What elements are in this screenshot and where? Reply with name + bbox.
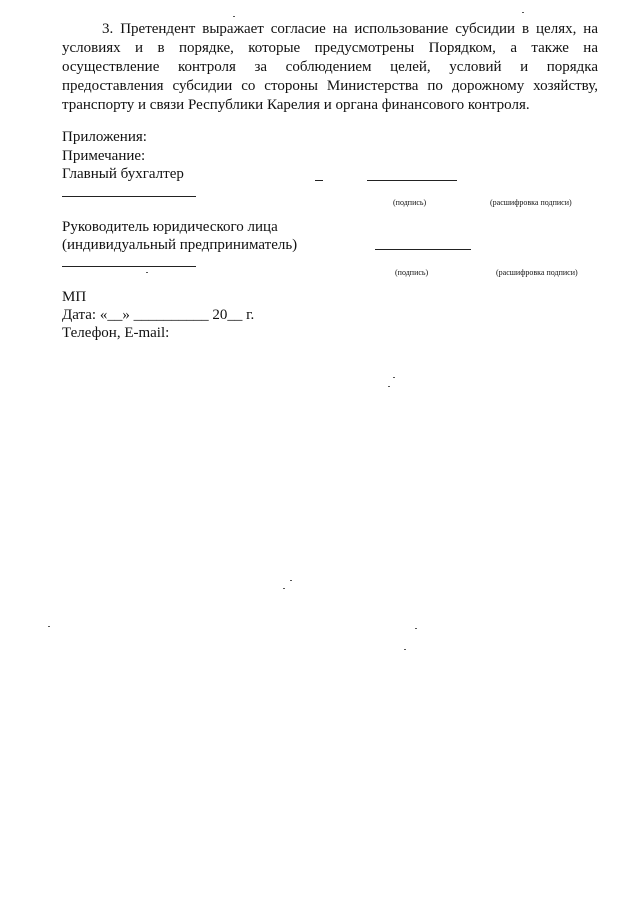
date-line: Дата: «__» __________ 20__ г. bbox=[62, 307, 255, 323]
chief-accountant-signature-caption: (подпись) bbox=[393, 198, 427, 207]
head-label-line1: Руководитель юридического лица bbox=[62, 219, 278, 235]
scan-speck bbox=[233, 16, 235, 17]
scan-speck bbox=[290, 580, 292, 581]
scan-speck bbox=[415, 628, 417, 629]
scan-speck bbox=[48, 626, 50, 627]
scan-speck bbox=[388, 386, 390, 387]
scan-speck bbox=[404, 649, 406, 650]
contacts-label: Телефон, E-mail: bbox=[62, 325, 170, 341]
head-label-line2: (индивидуальный предприниматель) bbox=[62, 237, 298, 253]
scan-speck bbox=[522, 12, 524, 13]
chief-accountant-dash bbox=[315, 180, 323, 181]
consent-paragraph: 3. Претендент выражает согласие на использование субсидии в целях, на условиях и в порядке, которые предусмотрены Порядком, а также на осуществление контроля за соблюдением целей, условий и порядка предоставления субсидии со стороны Министерства по дорожному хозяйству, транспорту и связи Республики Карелия и органа финансового контроля. bbox=[62, 21, 598, 113]
chief-accountant-signature-line bbox=[367, 180, 457, 181]
scan-speck bbox=[146, 272, 148, 273]
head-signature-line bbox=[375, 249, 471, 250]
scan-speck bbox=[283, 588, 285, 589]
chief-accountant-name-line bbox=[62, 196, 196, 197]
chief-accountant-decoding-caption: (расшифровка подписи) bbox=[490, 198, 572, 207]
chief-accountant-label: Главный бухгалтер bbox=[62, 166, 184, 182]
attachments-label: Приложения: bbox=[62, 129, 147, 145]
head-decoding-caption: (расшифровка подписи) bbox=[496, 268, 578, 277]
head-signature-caption: (подпись) bbox=[395, 268, 429, 277]
head-name-line bbox=[62, 266, 196, 267]
note-label: Примечание: bbox=[62, 148, 146, 164]
mp-label: МП bbox=[62, 289, 87, 305]
scan-speck bbox=[393, 377, 395, 378]
